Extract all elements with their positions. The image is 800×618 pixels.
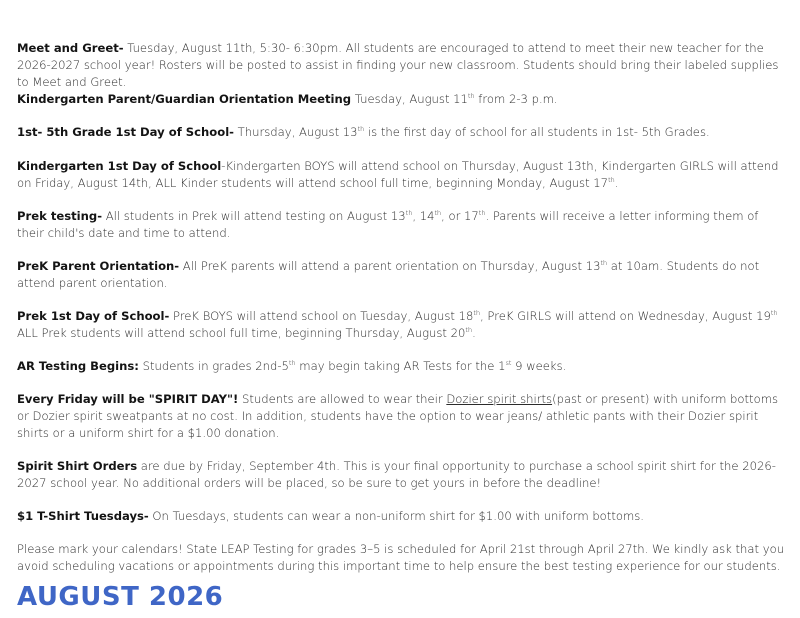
ar-testing-paragraph <box>17 358 789 375</box>
prek-orientation-heading: PreK Parent Orientation- <box>17 259 180 273</box>
ordinal-suffix: th <box>434 209 442 217</box>
ordinal-suffix: th <box>473 309 481 317</box>
k-orientation-text: from 2-3 p.m. <box>474 92 558 106</box>
tshirt-tuesdays-paragraph <box>17 508 789 525</box>
ordinal-suffix: th <box>600 259 608 267</box>
ordinal-suffix: th <box>465 325 473 334</box>
spirit-orders-paragraph <box>17 458 789 492</box>
tshirt-tuesdays-heading: $1 T-Shirt Tuesdays- <box>17 509 149 523</box>
prek-first-day-text: PreK BOYS will attend school on Tuesday, August 18 <box>169 309 474 323</box>
ar-testing-text: 9 weeks. <box>511 359 567 373</box>
prek-testing-text: . Parents will receive a letter informing them of their child's date and time to attend. <box>17 209 759 240</box>
k-first-day-text: . <box>614 175 619 190</box>
month-title: AUGUST 2026 <box>17 582 224 612</box>
spirit-shirts-link[interactable]: Dozier spirit shirts <box>446 392 553 406</box>
ordinal-suffix: th <box>288 359 296 367</box>
prek-first-day-text: ALL Prek students will attend school full time, beginning Thursday, August 20 <box>17 325 466 340</box>
first-day-1-5-text: Thursday, August 13 <box>233 125 358 139</box>
ordinal-suffix: th <box>770 309 778 317</box>
prek-testing-heading: Prek testing- <box>17 209 103 223</box>
k-first-day-paragraph <box>17 158 789 192</box>
k-first-day-heading: Kindergarten 1st Day of School <box>17 159 222 173</box>
prek-first-day-paragraph <box>17 308 789 342</box>
prek-orientation-text: at 10am. Students do not attend parent orientation. <box>17 259 760 290</box>
ar-testing-text: Students in grades 2nd-5 <box>138 359 289 373</box>
ar-testing-heading: AR Testing Begins: <box>17 359 139 373</box>
spirit-day-paragraph <box>17 391 789 441</box>
spirit-day-text: Students are allowed to wear their <box>238 392 447 406</box>
meet-greet-heading: Meet and Greet- <box>17 41 124 55</box>
first-day-1-5-heading: 1st- 5th Grade 1st Day of School- <box>17 125 234 139</box>
spirit-day-text: (past or present) with uniform bottoms or Dozier spirit sweatpants at no cost. In addition, students have the option to wear jeans/ athletic pants with their Dozier spirit shirts or a uniform shirt for a $1.00 donation. <box>17 392 779 440</box>
ordinal-suffix: th <box>357 125 365 133</box>
ordinal-suffix: th <box>608 175 615 184</box>
prek-testing-text: , or 17 <box>441 209 479 223</box>
spirit-day-heading: Every Friday will be "SPIRIT DAY"! <box>17 392 239 406</box>
prek-orientation-paragraph <box>17 258 789 292</box>
tshirt-tuesdays-text: On Tuesdays, students can wear a non-uniform shirt for $1.00 with uniform bottoms. <box>148 509 644 523</box>
spirit-orders-heading: Spirit Shirt Orders <box>17 459 138 473</box>
prek-first-day-text: . <box>472 325 476 340</box>
k-orientation-text: Tuesday, August 11 <box>351 92 468 106</box>
prek-first-day-heading: Prek 1st Day of School- <box>17 309 170 323</box>
prek-testing-text: , 14 <box>412 209 435 223</box>
leap-testing-paragraph <box>17 541 789 575</box>
k-orientation-heading: Kindergarten Parent/Guardian Orientation Meeting <box>17 92 352 106</box>
k-orientation-paragraph <box>17 91 789 108</box>
ordinal-suffix: th <box>405 209 413 217</box>
prek-orientation-text: All PreK parents will attend a parent orientation on Thursday, August 13 <box>179 259 601 273</box>
first-day-1-5-text: is the first day of school for all students in 1st- 5th Grades. <box>364 125 710 139</box>
prek-first-day-text: , PreK GIRLS will attend on Wednesday, August 19 <box>480 309 771 323</box>
ordinal-suffix: th <box>478 209 486 217</box>
meet-greet-text: Tuesday, August 11th, 5:30- 6:30pm. All students are encouraged to attend to meet their new teacher for the 2026-2027 school year! Rosters will be posted to assist in finding your new classroom. Students should bring their labeled supplies to Meet and Greet. <box>17 41 779 89</box>
ordinal-suffix: st <box>505 359 512 367</box>
spirit-orders-text: are due by Friday, September 4th. This is your final opportunity to purchase a school spirit shirt for the 2026-2027 school year. No additional orders will be placed, so be sure to get yours in before the deadline! <box>17 459 776 490</box>
prek-testing-text: All students in Prek will attend testing on August 13 <box>102 209 406 223</box>
ar-testing-text: may begin taking AR Tests for the 1 <box>295 359 506 373</box>
k-first-day-text: -Kindergarten BOYS will attend school on Thursday, August 13th, Kindergarten GIRLS will attend on Friday, August 14th, ALL Kinder students will attend school full time, beginning Monday, August 17 <box>17 159 779 190</box>
ordinal-suffix: th <box>467 92 475 100</box>
leap-testing-text: Please mark your calendars! State LEAP Testing for grades 3–5 is scheduled for April 21st through April 27th. We kindly ask that you avoid scheduling vacations or appointments during this important time to help ensure the best testing experience for our students. <box>17 542 785 573</box>
prek-testing-paragraph <box>17 208 789 242</box>
first-day-1-5-paragraph <box>17 124 789 141</box>
meet-greet-paragraph <box>17 40 789 90</box>
